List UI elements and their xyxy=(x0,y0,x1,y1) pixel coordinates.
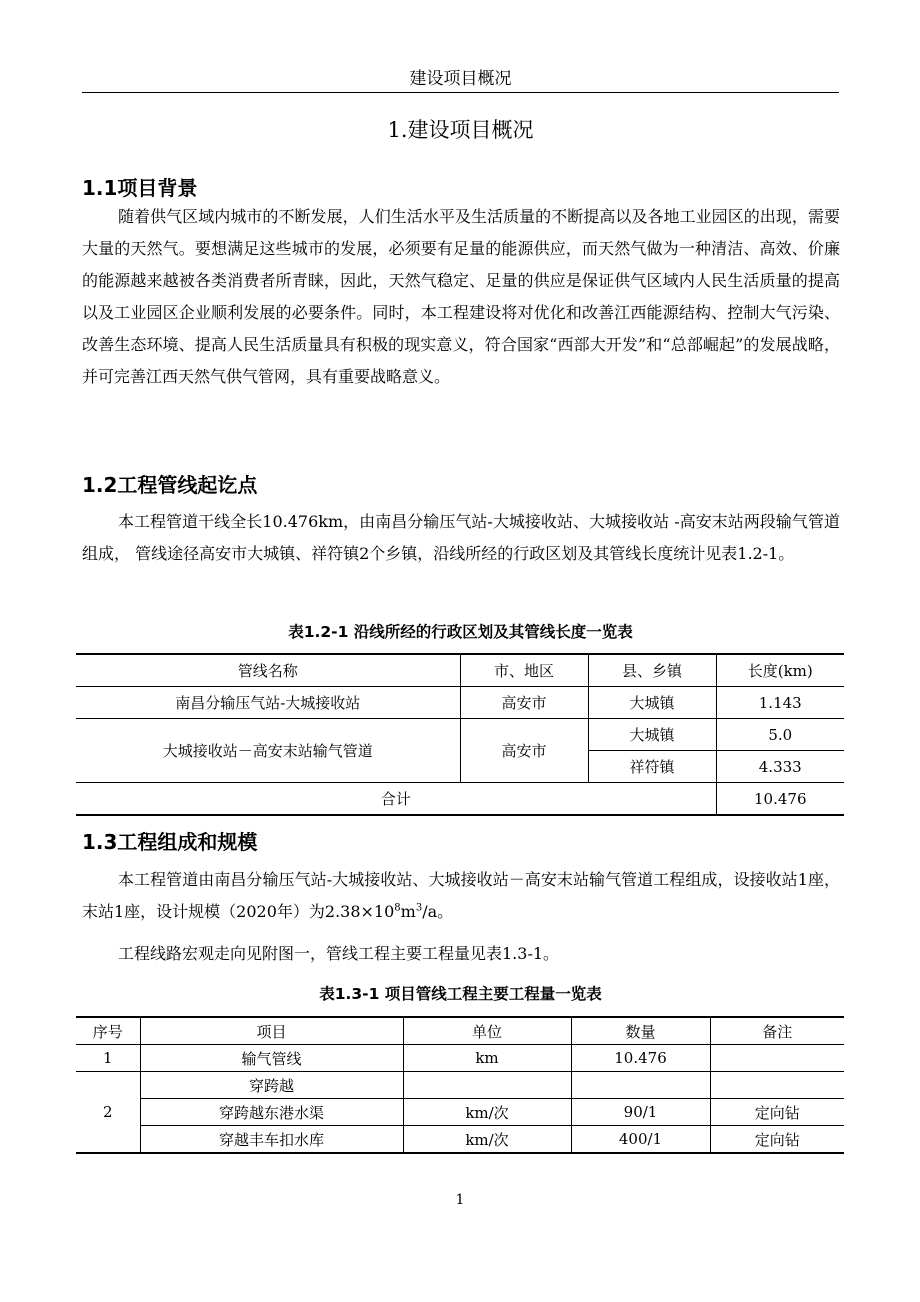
table-row xyxy=(76,719,844,751)
total-label-cell: 合计 xyxy=(76,783,716,816)
town-cell: 大城镇 xyxy=(588,687,716,719)
header-cell: 单位 xyxy=(403,1017,571,1045)
note-cell: 定向钻 xyxy=(710,1126,844,1154)
table-row xyxy=(76,1126,844,1154)
length-cell: 4.333 xyxy=(716,751,844,783)
city-cell: 高安市 xyxy=(460,719,588,783)
table-row xyxy=(76,1072,844,1099)
city-cell: 高安市 xyxy=(460,687,588,719)
table-row xyxy=(76,1045,844,1072)
admin-division-table xyxy=(76,653,844,816)
table-total-row xyxy=(76,783,844,816)
length-cell: 5.0 xyxy=(716,719,844,751)
header-cell: 数量 xyxy=(571,1017,710,1045)
section-heading-1-3: 1.3工程组成和规模 xyxy=(82,830,258,854)
town-cell: 祥符镇 xyxy=(588,751,716,783)
running-header: 建设项目概况 xyxy=(409,69,512,89)
town-cell: 大城镇 xyxy=(588,719,716,751)
header-cell: 长度(km) xyxy=(716,654,844,687)
header-cell: 县、乡镇 xyxy=(588,654,716,687)
quantities-table xyxy=(76,1016,844,1154)
table-1-2-1-caption: 表1.2-1 沿线所经的行政区划及其管线长度一览表 xyxy=(288,623,633,641)
exponent: 8 xyxy=(394,902,401,914)
quantity-cell xyxy=(571,1072,710,1099)
table-header-row xyxy=(76,1017,844,1045)
length-cell: 1.143 xyxy=(716,687,844,719)
paragraph-text: 本工程管道由南昌分输压气站-大城接收站、大城接收站－高安末站输气管道工程组成，设接收站1座，末站1座，设计规模（2020年）为2.38×10 xyxy=(82,870,840,921)
item-cell: 穿跨越 xyxy=(140,1072,403,1099)
table-row xyxy=(76,1099,844,1126)
section-1-3-paragraph xyxy=(82,864,840,928)
unit-text: m xyxy=(400,902,416,921)
note-cell xyxy=(710,1072,844,1099)
total-length-cell: 10.476 xyxy=(716,783,844,816)
quantity-cell: 90/1 xyxy=(571,1099,710,1126)
header-cell: 项目 xyxy=(140,1017,403,1045)
note-cell xyxy=(710,1045,844,1072)
header-cell: 备注 xyxy=(710,1017,844,1045)
row-number-cell: 2 xyxy=(76,1072,140,1154)
table-row xyxy=(76,687,844,719)
unit-cell: km/次 xyxy=(403,1126,571,1154)
unit-cell xyxy=(403,1072,571,1099)
row-number-cell: 1 xyxy=(76,1045,140,1072)
unit-cell: km/次 xyxy=(403,1099,571,1126)
table-1-3-1-caption: 表1.3-1 项目管线工程主要工程量一览表 xyxy=(319,985,602,1003)
section-1-1-paragraph: 随着供气区域内城市的不断发展，人们生活水平及生活质量的不断提高以及各地工业园区的出现，需要大量的天然气。要想满足这些城市的发展，必须要有足量的能源供应，而天然气做为一种清洁、高效、价廉的能源越来越被各类消费者所青睐，因此，天然气稳定、足量的供应是保证供气区域内人民生活质量的提高以及工业园区企业顺利发展的必要条件。同时，本工程建设将对优化和改善江西能源结构、控制大气污染、改善生态环境、提高人民生活质量具有积极的现实意义，符合国家“西部大开发”和“总部崛起”的发展战略，并可完善江西天然气供气管网，具有重要战略意义。 xyxy=(82,207,840,386)
pipeline-name-cell: 南昌分输压气站-大城接收站 xyxy=(76,687,460,719)
unit-text: /a。 xyxy=(422,902,454,921)
item-cell: 穿越丰车扣水库 xyxy=(140,1126,403,1154)
section-1-2-paragraph: 本工程管道干线全长10.476km，由南昌分输压气站-大城接收站、大城接收站 -高安末站两段输气管道组成， 管线途径高安市大城镇、祥符镇2个乡镇，沿线所经的行政区划及其管线长度统计见表1.2-1。 xyxy=(82,512,840,563)
item-cell: 输气管线 xyxy=(140,1045,403,1072)
section-heading-1-2: 1.2工程管线起讫点 xyxy=(82,473,258,497)
note-cell: 定向钻 xyxy=(710,1099,844,1126)
table-header-row xyxy=(76,654,844,687)
section-heading-1-1: 1.1项目背景 xyxy=(82,176,198,200)
header-cell: 管线名称 xyxy=(76,654,460,687)
pipeline-name-cell: 大城接收站－高安末站输气管道 xyxy=(76,719,460,783)
item-cell: 穿跨越东港水渠 xyxy=(140,1099,403,1126)
unit-cell: km xyxy=(403,1045,571,1072)
quantity-cell: 10.476 xyxy=(571,1045,710,1072)
header-rule xyxy=(82,92,839,93)
header-cell: 市、地区 xyxy=(460,654,588,687)
quantity-cell: 400/1 xyxy=(571,1126,710,1154)
exponent: 3 xyxy=(415,902,423,914)
header-cell: 序号 xyxy=(76,1017,140,1045)
document-title: 1.建设项目概况 xyxy=(387,118,534,142)
section-1-3-paragraph-2: 工程线路宏观走向见附图一，管线工程主要工程量见表1.3-1。 xyxy=(118,944,560,963)
page-number: 1 xyxy=(455,1192,465,1208)
